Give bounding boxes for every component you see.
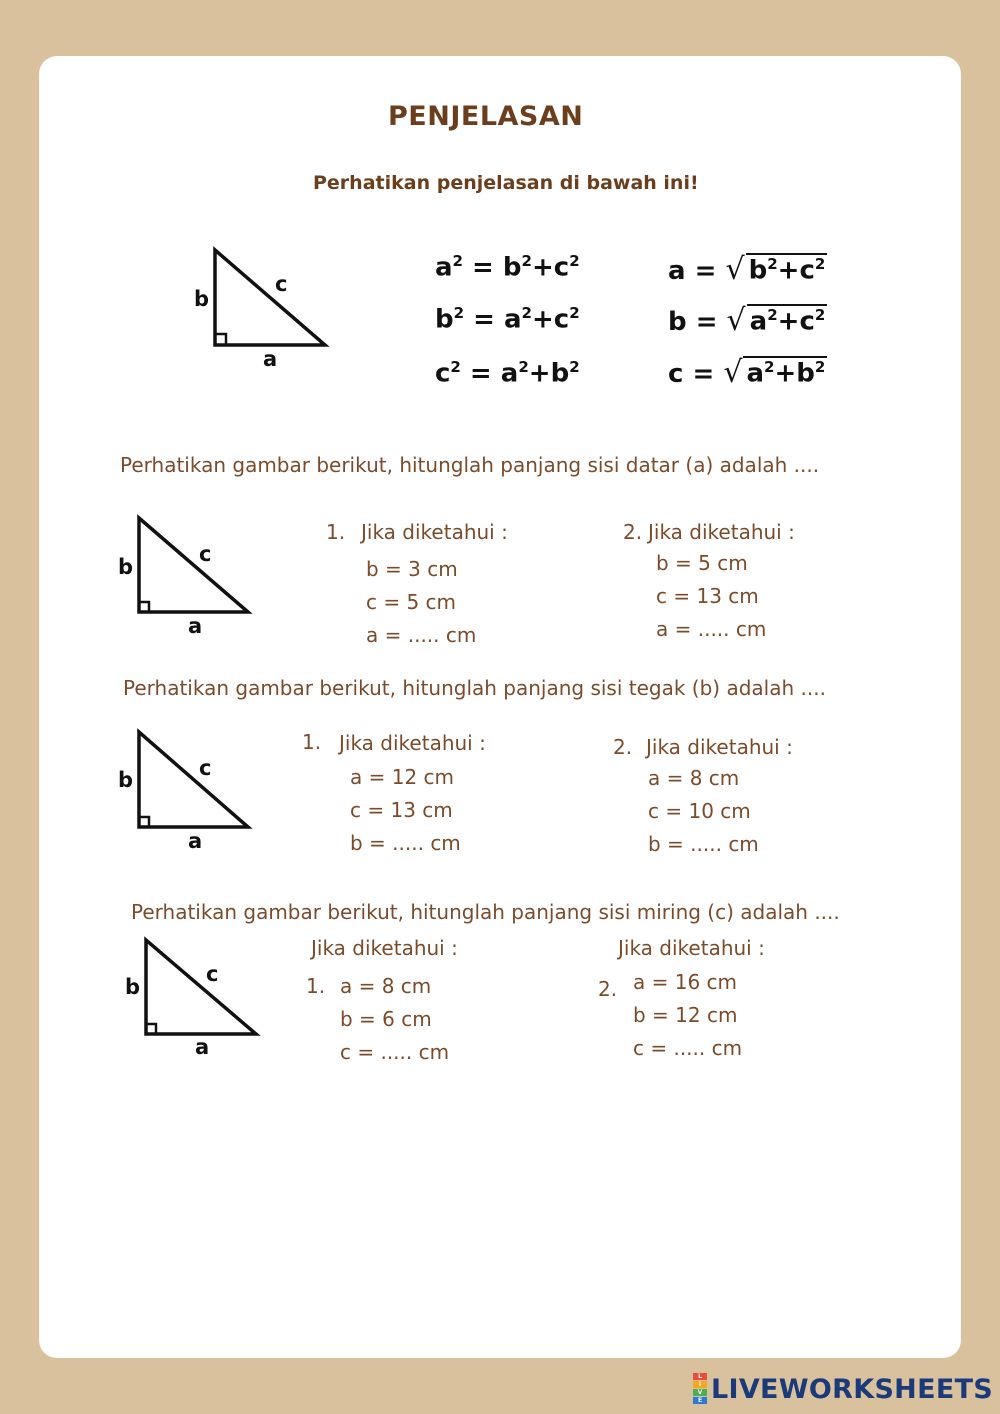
formula-squared-2: $b^2 = a^2+c^2$ [435, 304, 580, 335]
triangle-label-c: c [275, 272, 288, 296]
problem-line: a = 8 cm [648, 766, 740, 790]
problem-header: Jika diketahui : [361, 520, 508, 544]
problem-line: c = ..... cm [340, 1040, 450, 1064]
triangle-outline [215, 250, 325, 345]
problem-header: Jika diketahui : [311, 936, 458, 960]
problem-line: a = ..... cm [366, 623, 477, 647]
problem-number: 2. [613, 735, 633, 759]
formula-root-3: c = √ $a^2+b^2$ [668, 355, 826, 390]
problem-number: 2. [598, 977, 618, 1001]
triangle-label-c: c [199, 756, 212, 780]
triangle-label-a: a [263, 347, 278, 371]
problem-number: 1. [306, 974, 326, 998]
triangle-label-a: a [188, 614, 203, 638]
problem-line: b = 3 cm [366, 557, 458, 581]
triangle-label-b: b [118, 555, 134, 579]
problem-number: 2. [623, 520, 643, 544]
section-1-triangle-figure [128, 510, 258, 620]
triangle-label-b: b [118, 768, 134, 792]
liveworksheets-logo-text: LIVEWORKSHEETS [711, 1373, 994, 1405]
problem-header: Jika diketahui : [648, 520, 795, 544]
problem-line: a = 16 cm [633, 970, 738, 994]
problem-header: Jika diketahui : [339, 731, 486, 755]
square-root-icon: √ [726, 303, 746, 338]
formula-squared-1: $a^2 = b^2+c^2$ [435, 252, 580, 283]
triangle-label-c: c [199, 542, 212, 566]
problem-line: c = ..... cm [633, 1036, 743, 1060]
problem-number: 1. [326, 520, 346, 544]
problem-line: a = ..... cm [656, 617, 767, 641]
triangle-outline [146, 940, 256, 1034]
triangle-outline [139, 518, 248, 612]
triangle-label-c: c [206, 962, 219, 986]
problem-line: a = 12 cm [350, 765, 455, 789]
page-subtitle: Perhatikan penjelasan di bawah ini! [313, 172, 699, 194]
formula-root-2: b = √ $a^2+c^2$ [668, 303, 826, 338]
problem-line: c = 5 cm [366, 590, 457, 614]
triangle-label-b: b [194, 287, 210, 311]
problem-number: 1. [302, 730, 322, 754]
problem-line: c = 13 cm [350, 798, 453, 822]
section-2-triangle-figure [128, 724, 258, 834]
problem-line: b = 12 cm [633, 1003, 738, 1027]
formula-root-1: a = √ $b^2+c^2$ [668, 252, 826, 287]
section-1-instruction: Perhatikan gambar berikut, hitunglah panjang sisi datar (a) adalah .... [120, 453, 820, 477]
problem-line: b = 5 cm [656, 551, 748, 575]
problem-line: a = 8 cm [340, 974, 432, 998]
problem-header: Jika diketahui : [646, 735, 793, 759]
liveworksheets-logo-icon: L I V E [693, 1373, 707, 1405]
triangle-label-a: a [195, 1035, 210, 1059]
section-3-instruction: Perhatikan gambar berikut, hitunglah panjang sisi miring (c) adalah .... [131, 900, 840, 924]
section-2-instruction: Perhatikan gambar berikut, hitunglah panjang sisi tegak (b) adalah .... [123, 676, 826, 700]
formula-squared-3: $c^2 = a^2+b^2$ [435, 358, 580, 389]
square-root-icon: √ [725, 252, 745, 287]
problem-line: b = ..... cm [350, 831, 461, 855]
page-title: PENJELASAN [388, 101, 584, 132]
problem-line: c = 10 cm [648, 799, 751, 823]
triangle-outline [139, 732, 248, 827]
section-3-triangle-figure [135, 931, 265, 1041]
problem-line: b = 6 cm [340, 1007, 432, 1031]
problem-line: c = 13 cm [656, 584, 759, 608]
triangle-label-b: b [125, 975, 141, 999]
square-root-icon: √ [723, 355, 743, 390]
triangle-label-a: a [188, 829, 203, 853]
problem-header: Jika diketahui : [618, 936, 765, 960]
problem-line: b = ..... cm [648, 832, 759, 856]
liveworksheets-logo[interactable] [693, 1373, 993, 1405]
